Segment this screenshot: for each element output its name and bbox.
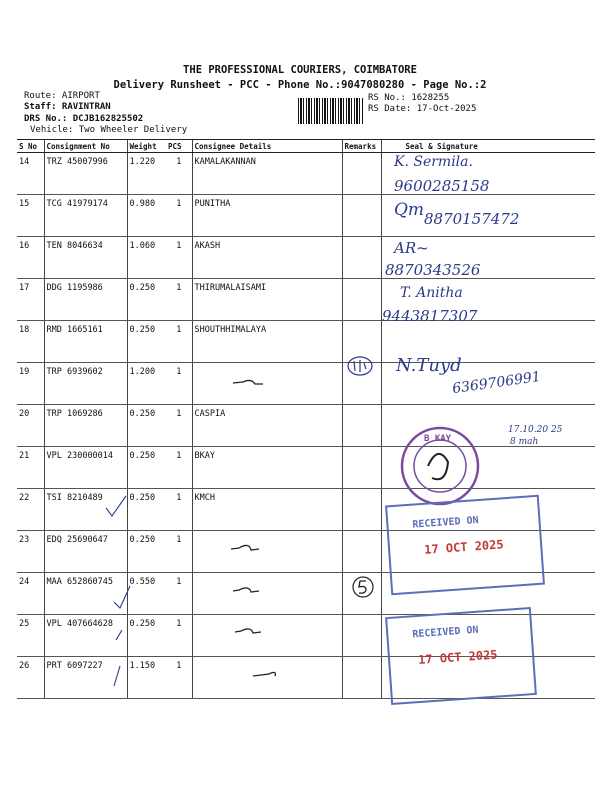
received-stamp-1 [385, 495, 545, 596]
vehicle-label: Vehicle: Two Wheeler Delivery [30, 125, 188, 135]
cell-pcs: 1 [166, 573, 192, 615]
drs-label: DRS No.: DCJB162825502 [24, 114, 144, 124]
received-stamp-1-label: RECEIVED ON [412, 515, 479, 531]
received-stamp-2 [385, 607, 537, 705]
cell-pcs: 1 [166, 447, 192, 489]
cell-consignment: TRP 1069286 [44, 405, 127, 447]
cell-sno: 24 [17, 573, 44, 615]
cell-pcs: 1 [166, 153, 192, 195]
cell-consignment: MAA 652860745 [44, 573, 127, 615]
cell-remarks [342, 489, 381, 531]
cell-pcs: 1 [166, 657, 192, 699]
cell-consignment: TRZ 45007996 [44, 153, 127, 195]
round-seal-stamp [398, 424, 482, 508]
cell-sno: 25 [17, 615, 44, 657]
cell-remarks [342, 447, 381, 489]
cell-sno: 20 [17, 405, 44, 447]
cell-remarks [342, 657, 381, 699]
cell-consignee: KMCH [192, 489, 342, 531]
col-consignee: Consignee Details [192, 140, 342, 153]
cell-consignment: TSI 8210489 [44, 489, 127, 531]
round-seal-text: B KAY [424, 434, 452, 444]
cell-pcs: 1 [166, 531, 192, 573]
remark-mark-row24-icon [350, 575, 376, 599]
col-weight: Weight [127, 140, 166, 153]
cell-remarks [342, 615, 381, 657]
cell-weight: 0.250 [127, 489, 166, 531]
cell-consignment: VPL 407664628 [44, 615, 127, 657]
cell-remarks [342, 279, 381, 321]
cell-sno: 26 [17, 657, 44, 699]
signature-row14: K. Sermila. [394, 154, 473, 170]
cell-sno: 23 [17, 531, 44, 573]
cell-pcs: 1 [166, 363, 192, 405]
cell-sno: 16 [17, 237, 44, 279]
table-row [17, 321, 595, 363]
col-remarks: Remarks [342, 140, 381, 153]
cell-pcs: 1 [166, 237, 192, 279]
col-seal-signature: Seal & Signature [381, 140, 595, 153]
cell-consignment: TRP 6939602 [44, 363, 127, 405]
cell-consignment: TEN 8046634 [44, 237, 127, 279]
cell-consignee: BKAY [192, 447, 342, 489]
col-consignment: Consignment No [44, 140, 127, 153]
cell-pcs: 1 [166, 279, 192, 321]
cell-weight: 0.250 [127, 531, 166, 573]
note-row21-date: 17.10.20 25 [508, 425, 563, 435]
phone-row16: 8870343526 [385, 261, 481, 279]
cell-weight: 0.250 [127, 615, 166, 657]
cell-pcs: 1 [166, 615, 192, 657]
cell-sno: 17 [17, 279, 44, 321]
phone-row19: 6369706991 [451, 368, 542, 398]
cell-remarks [342, 405, 381, 447]
phone-row15: 8870157472 [424, 210, 520, 228]
cell-sno: 19 [17, 363, 44, 405]
cell-sno: 22 [17, 489, 44, 531]
cell-consignment: PRT 6097227 [44, 657, 127, 699]
cell-consignee: CASPIA [192, 405, 342, 447]
table-row [17, 447, 595, 489]
cell-consignee: AKASH [192, 237, 342, 279]
cell-weight: 0.550 [127, 573, 166, 615]
cell-sno: 14 [17, 153, 44, 195]
cell-consignee: THIRUMALAISAMI [192, 279, 342, 321]
cell-pcs: 1 [166, 489, 192, 531]
cell-remarks [342, 237, 381, 279]
table-row [17, 279, 595, 321]
cell-sno: 18 [17, 321, 44, 363]
barcode-image [298, 98, 364, 124]
staff-label: Staff: RAVINTRAN [24, 102, 111, 112]
signature-row17: T. Anitha [400, 285, 463, 301]
cell-sno: 21 [17, 447, 44, 489]
cell-consignment: EDQ 25690647 [44, 531, 127, 573]
cell-consignment: RMD 1665161 [44, 321, 127, 363]
received-stamp-2-label: RECEIVED ON [412, 624, 479, 641]
tick-marks [100, 490, 140, 700]
cell-weight: 0.250 [127, 447, 166, 489]
note-row21-time: 8 mah [510, 437, 539, 447]
cell-sno: 15 [17, 195, 44, 237]
received-stamp-2-date: 17 OCT 2025 [417, 647, 498, 667]
consignee-dash-marks [225, 370, 285, 690]
phone-row14: 9600285158 [394, 177, 490, 195]
cell-consignment: VPL 230000014 [44, 447, 127, 489]
company-title: THE PROFESSIONAL COURIERS, COIMBATORE [183, 64, 417, 76]
cell-pcs: 1 [166, 321, 192, 363]
cell-weight: 1.220 [127, 153, 166, 195]
cell-remarks [342, 153, 381, 195]
signature-row19-icon: N.Tuyd [396, 355, 462, 376]
cell-consignee: KAMALAKANNAN [192, 153, 342, 195]
cell-remarks [342, 531, 381, 573]
cell-weight: 1.150 [127, 657, 166, 699]
runsheet-subtitle: Delivery Runsheet - PCC - Phone No.:9047080280 - Page No.:2 [113, 79, 487, 91]
col-pcs: PCS [166, 140, 192, 153]
cell-weight: 0.250 [127, 321, 166, 363]
received-stamp-1-date: 17 OCT 2025 [423, 537, 505, 557]
cell-consignee: SHOUTHHIMALAYA [192, 321, 342, 363]
cell-pcs: 1 [166, 405, 192, 447]
cell-weight: 0.980 [127, 195, 166, 237]
cell-remarks [342, 195, 381, 237]
phone-row17: 9443817307 [382, 307, 478, 325]
cell-consignment: DDG 1195986 [44, 279, 127, 321]
cell-weight: 0.250 [127, 279, 166, 321]
table-row [17, 153, 595, 195]
cell-weight: 1.060 [127, 237, 166, 279]
cell-consignee: PUNITHA [192, 195, 342, 237]
table-row [17, 237, 595, 279]
route-label: Route: AIRPORT [24, 91, 100, 101]
cell-pcs: 1 [166, 195, 192, 237]
cell-weight: 0.250 [127, 405, 166, 447]
signature-row16-icon: AR~ [394, 239, 429, 257]
table-header-row [17, 140, 595, 153]
signature-row15-icon: Qm [394, 200, 425, 220]
col-sno: S No [17, 140, 44, 153]
remark-mark-row19-icon [346, 355, 374, 377]
cell-weight: 1.200 [127, 363, 166, 405]
rs-date: RS Date: 17-Oct-2025 [368, 104, 477, 114]
cell-consignment: TCG 41979174 [44, 195, 127, 237]
rs-number: RS No.: 1628255 [368, 93, 450, 103]
